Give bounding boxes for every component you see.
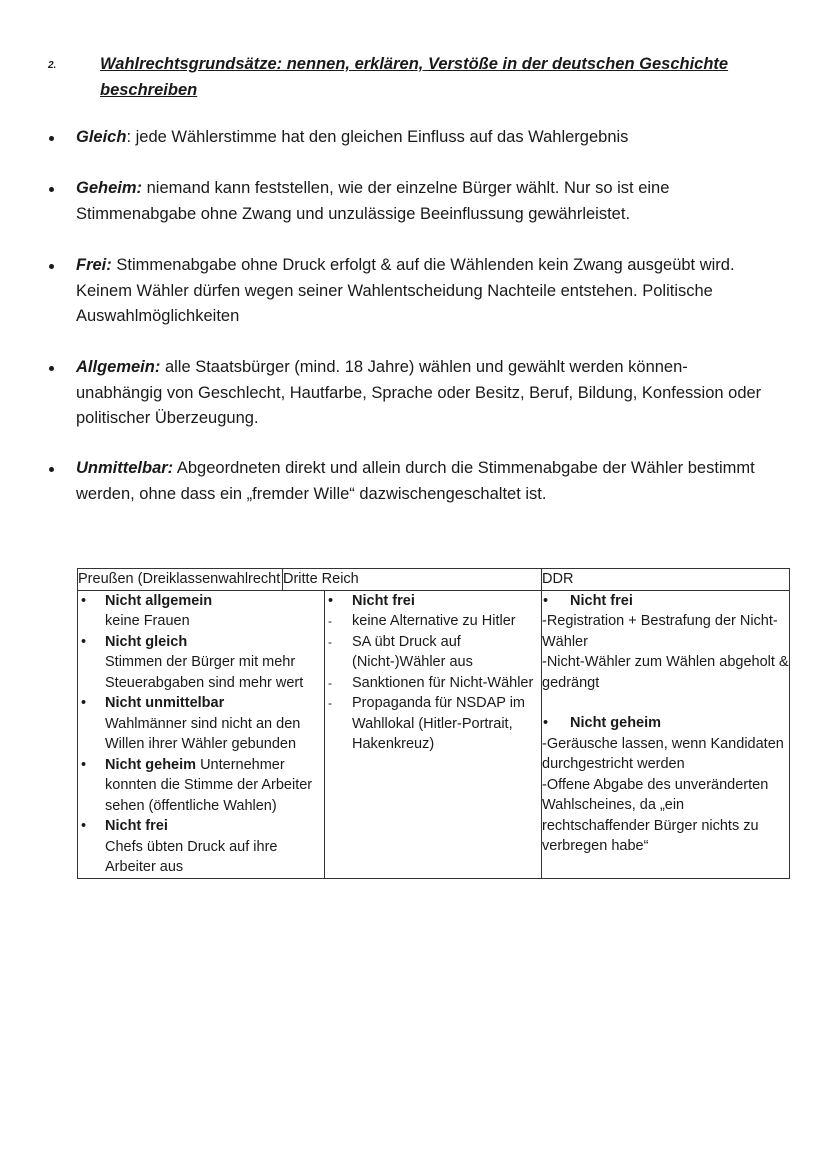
ddr-text: -Offene Abgabe des unveränderten Wahlscheines, da „ein rechtschaffender Bürger nichts zu verbregen habe“ bbox=[542, 776, 769, 854]
list-item: • Nicht frei bbox=[542, 591, 789, 612]
header-ddr: DDR bbox=[542, 569, 790, 591]
section-heading: Wahlrechtsgrundsätze: nennen, erklären, Verstöße in der deutschen Geschichte beschreiben bbox=[100, 55, 729, 99]
bullet-icon bbox=[49, 264, 54, 269]
bullet-icon bbox=[49, 366, 54, 371]
list-item: - Sanktionen für Nicht-Wähler bbox=[325, 673, 541, 694]
list-item: • Nicht unmittelbar Wahlmänner sind nicht an den Willen ihrer Wähler gebunden bbox=[78, 693, 324, 755]
list-item: • Nicht geheim Unternehmer konnten die Stimme der Arbeiter sehen (öffentliche Wahlen) bbox=[78, 755, 324, 817]
cell-ddr bbox=[542, 590, 790, 878]
principle-term: Gleich bbox=[76, 128, 127, 146]
section-number: 2. bbox=[48, 60, 57, 71]
principle-term: Allgemein: bbox=[76, 358, 161, 376]
list-item: • Nicht geheim bbox=[542, 713, 789, 734]
ddr-text: -Geräusche lassen, wenn Kandidaten durchgestricht werden bbox=[542, 735, 784, 772]
principle-term: Frei: bbox=[76, 256, 112, 274]
list-item: - Propaganda für NSDAP im Wahllokal (Hitler-Portrait, Hakenkreuz) bbox=[325, 693, 541, 755]
principle-description: alle Staatsbürger (mind. 18 Jahre) wählen und gewählt werden können- unabhängig von Geschlecht, Hautfarbe, Sprache oder Besitz, Beruf, Bildung, Konfession oder politischer Überzeugung. bbox=[76, 358, 762, 427]
ddr-text: -Registration + Bestrafung der Nicht-Wähler bbox=[542, 613, 778, 650]
cell-preussen bbox=[78, 590, 325, 878]
principle-text bbox=[76, 355, 766, 432]
list-item: • Nicht gleich Stimmen der Bürger mit mehr Steuerabgaben sind mehr wert bbox=[78, 632, 324, 694]
principle-term: Unmittelbar: bbox=[76, 459, 174, 477]
principle-description: niemand kann feststellen, wie der einzelne Bürger wählt. Nur so ist eine Stimmenabgabe ohne Zwang und unzulässige Beeinflussung gewährleistet. bbox=[76, 179, 670, 223]
cell-dritte-reich bbox=[325, 590, 542, 878]
table-body-row bbox=[78, 590, 790, 878]
header-preussen: Preußen (Dreiklassenwahlrecht bbox=[78, 569, 283, 591]
bullet-icon bbox=[49, 136, 54, 141]
principle-description: Abgeordneten direkt und allein durch die Stimmenabgabe der Wähler bestimmt werden, ohne dass ein „fremder Wille“ dazwischengeschaltet ist. bbox=[76, 459, 755, 503]
principle-description: jede Wählerstimme hat den gleichen Einfluss auf das Wahlergebnis bbox=[135, 128, 629, 146]
header-dritte-reich: Dritte Reich bbox=[283, 569, 542, 591]
list-item: • Nicht allgemein keine Frauen bbox=[78, 591, 324, 632]
principle-description: Stimmenabgabe ohne Druck erfolgt & auf die Wählenden kein Zwang ausgeübt wird. Keinem Wähler dürfen wegen seiner Wahlentscheidung Nachteile entstehen. Politische Auswahlmöglichkeiten bbox=[76, 256, 735, 325]
list-item: • Nicht frei Chefs übten Druck auf ihre Arbeiter aus bbox=[78, 816, 324, 878]
principle-text bbox=[76, 456, 766, 507]
principle-text bbox=[76, 253, 766, 330]
bullet-icon bbox=[49, 187, 54, 192]
list-item: - keine Alternative zu Hitler bbox=[325, 611, 541, 632]
history-violations-table bbox=[77, 568, 790, 879]
ddr-text: -Nicht-Wähler zum Wählen abgeholt & gedrängt bbox=[542, 654, 789, 691]
bullet-icon bbox=[49, 467, 54, 472]
principle-text bbox=[76, 176, 766, 227]
table-header-row bbox=[78, 569, 790, 591]
list-item: • Nicht frei bbox=[325, 591, 541, 612]
principle-text: Gleich: jede Wählerstimme hat den gleichen Einfluss auf das Wahlergebnis bbox=[76, 128, 629, 146]
list-item: - SA übt Druck auf (Nicht-)Wähler aus bbox=[325, 632, 541, 673]
principle-term: Geheim: bbox=[76, 179, 143, 197]
